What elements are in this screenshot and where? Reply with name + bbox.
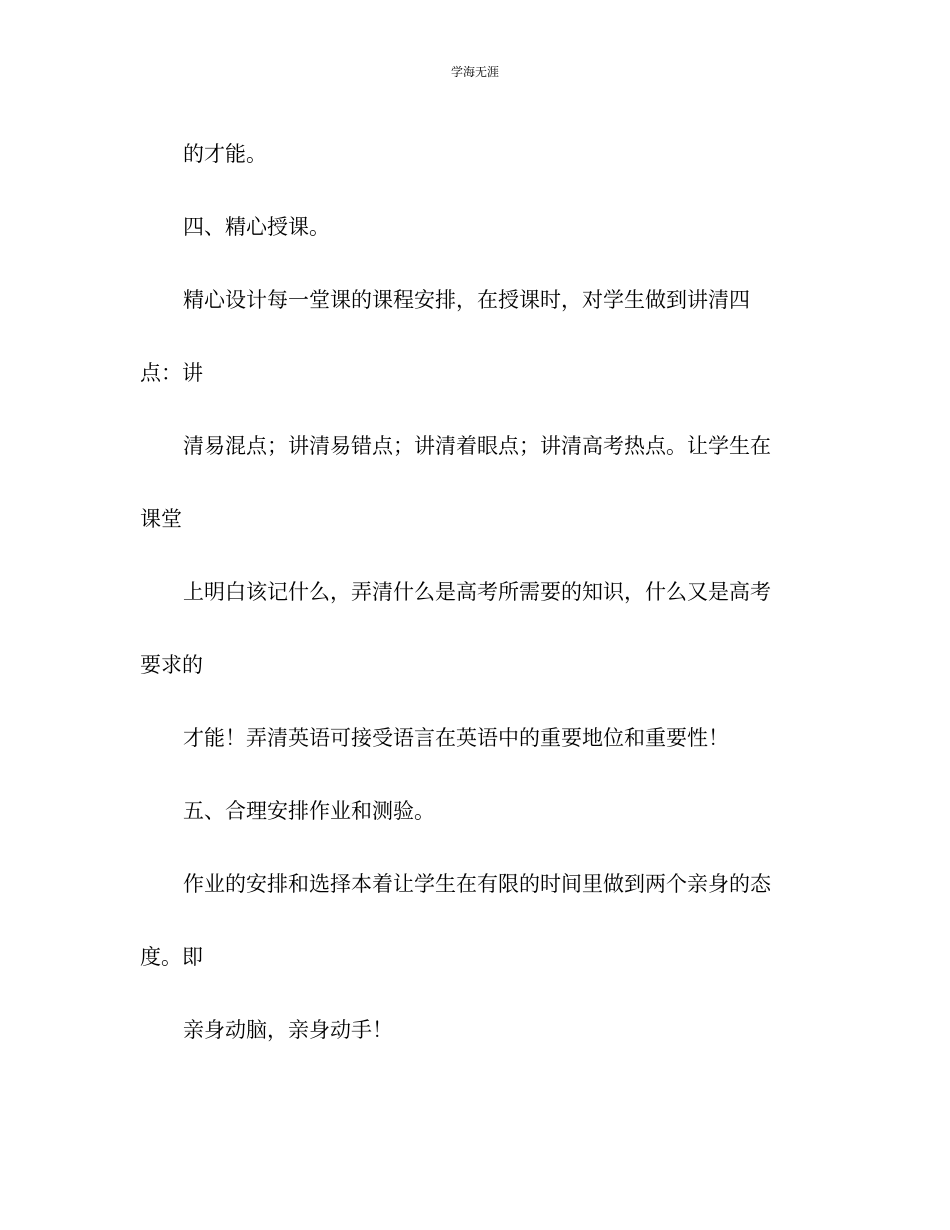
paragraph-line: 的才能。 — [183, 142, 267, 166]
page-header: 学海无涯 — [450, 65, 499, 79]
section-heading: 五、合理安排作业和测验。 — [183, 799, 435, 823]
paragraph-line: 作业的安排和选择本着让学生在有限的时间里做到两个亲身的态 — [183, 872, 771, 896]
paragraph-line: 要求的 — [140, 653, 203, 677]
section-heading: 四、精心授课。 — [183, 215, 330, 239]
paragraph-line: 度。即 — [140, 945, 203, 969]
paragraph-line: 才能！弄清英语可接受语言在英语中的重要地位和重要性！ — [183, 726, 729, 750]
paragraph-line: 亲身动脑，亲身动手！ — [183, 1018, 393, 1042]
paragraph-line: 课堂 — [140, 507, 182, 531]
paragraph-line: 清易混点；讲清易错点；讲清着眼点；讲清高考热点。让学生在 — [183, 434, 771, 458]
paragraph-line: 点：讲 — [140, 361, 203, 385]
paragraph-line: 精心设计每一堂课的课程安排，在授课时，对学生做到讲清四 — [183, 288, 750, 312]
paragraph-line: 上明白该记什么，弄清什么是高考所需要的知识，什么又是高考 — [183, 580, 771, 604]
